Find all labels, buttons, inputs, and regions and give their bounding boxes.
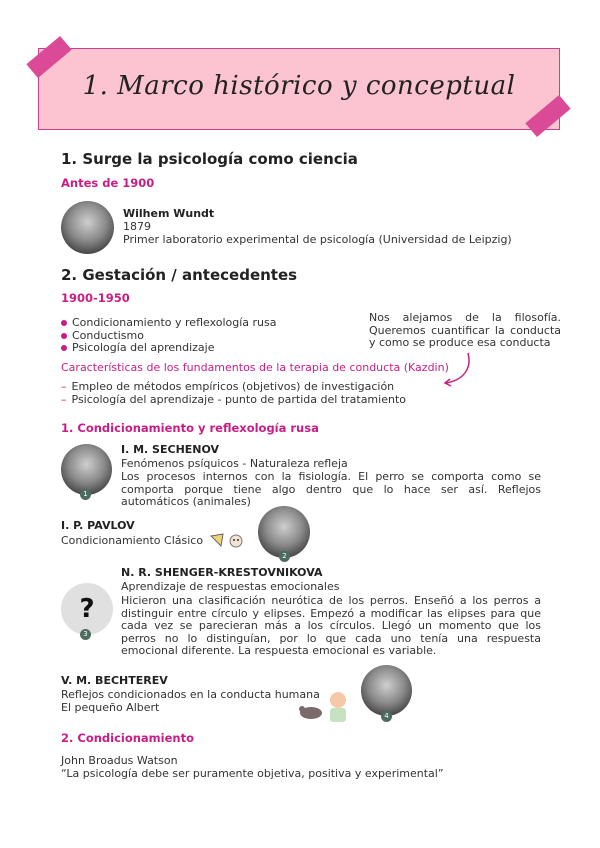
bullet-dot xyxy=(61,320,67,326)
pavlov-line1: Condicionamiento Clásico xyxy=(61,534,204,547)
characteristics-title: Características de los fundamentos de la terapia de conducta (Kazdin) xyxy=(61,361,449,374)
bechterev-name: V. M. BECHTEREV xyxy=(61,674,168,687)
shenger-desc: Hicieron una clasificación neurótica de los perros. Enseñó a los perros a distinguir entre círculo y elipses. Empezó a modificar las elipses para que cada vez se parecieran más a los círculos. Llegó un momento que los perros no lo distinguían, por lo que cada uno tenía una respuesta emocional diferente. La respuesta emocional es variable. xyxy=(121,594,541,658)
portrait-badge: 2 xyxy=(279,551,290,562)
dash-marker: – xyxy=(61,380,67,393)
wundt-year: 1879 xyxy=(123,220,151,233)
section-2-heading: 2. Gestación / antecedentes xyxy=(61,266,298,284)
dash-marker: – xyxy=(61,392,67,406)
banner-title: 1. Marco histórico y conceptual xyxy=(82,71,516,101)
list-item-text: Condicionamiento y reflexología rusa xyxy=(72,316,277,329)
section-1-period: Antes de 1900 xyxy=(61,176,155,190)
section-1-heading: 1. Surge la psicología como ciencia xyxy=(61,150,358,168)
bechterev-line1: Reflejos condicionados en la conducta humana xyxy=(61,688,320,701)
list-item-text: Conductismo xyxy=(72,328,144,342)
pavlov-name: I. P. PAVLOV xyxy=(61,519,135,532)
bechterev-line2: El pequeño Albert xyxy=(61,701,160,714)
sechenov-desc: Los procesos internos con la fisiología. El perro se comporta como se comporta porque tiene algo dentro que lo hace ser así. Reflejos automáticos (animales) xyxy=(121,470,541,509)
watson-name: John Broadus Watson xyxy=(61,754,178,767)
list-item xyxy=(61,342,277,355)
question-mark-icon: ? xyxy=(61,583,113,635)
list-item-text: Empleo de métodos empíricos (objetivos) de investigación xyxy=(71,380,395,393)
sechenov-line1: Fenómenos psíquicos - Naturaleza refleja xyxy=(121,457,348,470)
section-2-bullet-list xyxy=(61,317,277,355)
list-item xyxy=(61,317,277,330)
portrait-badge: 1 xyxy=(80,489,91,500)
shenger-name: N. R. SHENGER-KRESTOVNIKOVA xyxy=(121,566,323,579)
rat-baby-icon xyxy=(298,688,350,724)
section-2-period: 1900-1950 xyxy=(61,291,130,305)
list-item-text: Psicología del aprendizaje xyxy=(72,341,215,355)
portrait-badge: 4 xyxy=(381,711,392,722)
sechenov-name: I. M. SECHENOV xyxy=(121,443,220,456)
wundt-name: Wilhem Wundt xyxy=(123,207,215,220)
section-2-note: Nos alejamos de la filosofía. Queremos cuantificar la conducta y como se produce esa conducta xyxy=(369,311,561,350)
wundt-desc: Primer laboratorio experimental de psicología (Universidad de Leipzig) xyxy=(123,233,512,246)
title-banner xyxy=(38,48,560,130)
bullet-dot xyxy=(61,333,67,339)
watson-quote: “La psicología debe ser puramente objetiva, positiva y experimental” xyxy=(61,767,444,780)
characteristics-list xyxy=(61,381,406,406)
wundt-portrait xyxy=(61,201,114,254)
list-item xyxy=(61,394,406,407)
bechterev-portrait xyxy=(361,665,412,716)
bell-dog-icon xyxy=(209,532,245,550)
subsection-2-heading: 2. Condicionamiento xyxy=(61,731,194,745)
list-item-text: Psicología del aprendizaje - punto de partida del tratamiento xyxy=(71,392,406,406)
portrait-badge: 3 xyxy=(80,629,91,640)
bullet-dot xyxy=(61,345,67,351)
subsection-1-heading: 1. Condicionamiento y reflexología rusa xyxy=(61,421,319,435)
sechenov-portrait xyxy=(61,444,112,495)
shenger-line1: Aprendizaje de respuestas emocionales xyxy=(121,580,340,593)
